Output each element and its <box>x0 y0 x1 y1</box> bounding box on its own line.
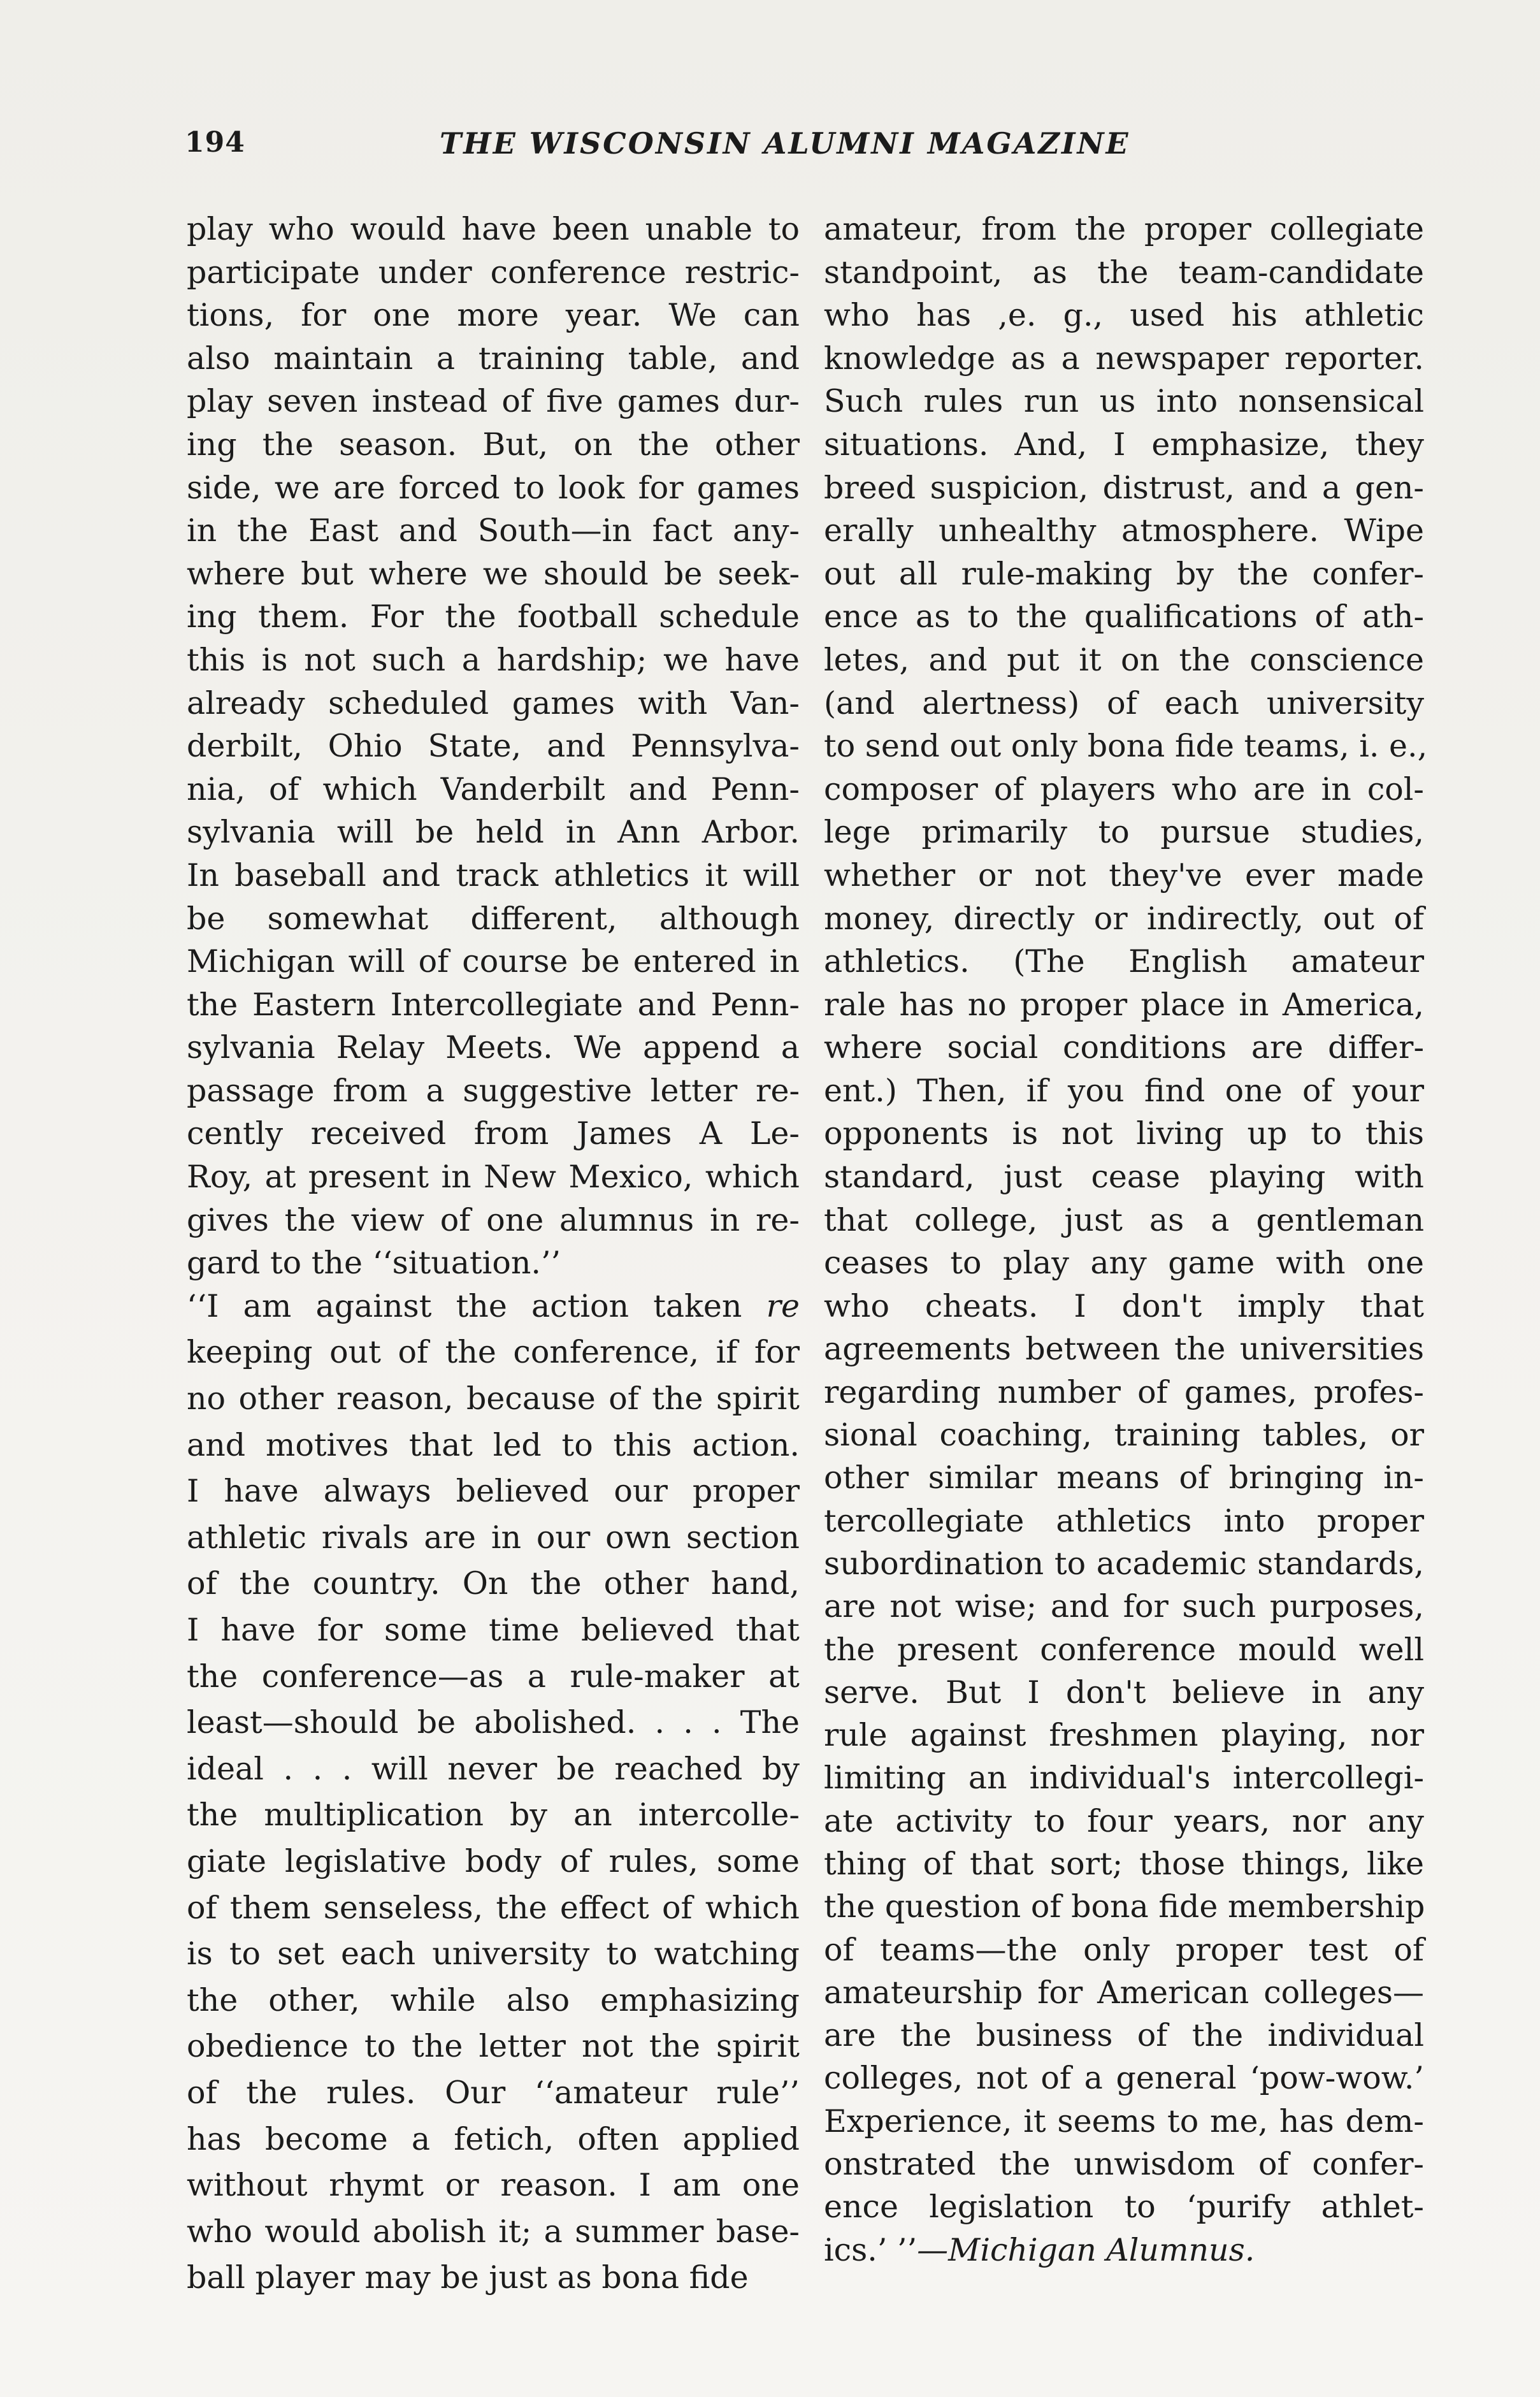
text-line: the Eastern Intercollegiate and Penn- <box>187 986 800 1023</box>
text-line: the multiplication by an intercolle- <box>187 1797 800 1834</box>
text-line: lege primarily to pursue studies, <box>824 814 1424 851</box>
text-line: are the business of the individual <box>824 2017 1424 2054</box>
text-line: subordination to academic standards, <box>824 1545 1424 1582</box>
text-line: play who would have been unable to <box>187 211 800 247</box>
text-line: the conference—as a rule-maker at <box>187 1658 800 1695</box>
text-line: standard, just cease playing with <box>824 1159 1424 1196</box>
text-line: of the country. On the other hand, <box>187 1565 800 1602</box>
text-line: whether or not they've ever made <box>824 857 1424 894</box>
text-line: of them senseless, the effect of which <box>187 1889 800 1926</box>
text-line: who has ,e. g., used his athletic <box>824 297 1424 334</box>
text-line: letes, and put it on the conscience <box>824 641 1424 678</box>
text-line: athletics. (The English amateur <box>824 943 1424 980</box>
text-line: onstrated the unwisdom of confer- <box>824 2146 1424 2183</box>
text-line: colleges, not of a general ‘pow-wow.’ <box>824 2060 1424 2097</box>
text-line: athletic rivals are in our own section <box>187 1519 800 1556</box>
text-line: Roy, at present in New Mexico, which <box>187 1159 800 1196</box>
text-line: side, we are forced to look for games <box>187 469 800 506</box>
text-line: obedience to the letter not the spirit <box>187 2028 800 2065</box>
text-line: standpoint, as the team-candidate <box>824 254 1424 291</box>
text-line: already scheduled games with Van- <box>187 684 800 721</box>
text-line: situations. And, I emphasize, they <box>824 426 1424 463</box>
text-line: play seven instead of five games dur- <box>187 383 800 420</box>
text-line: participate under conference restric- <box>187 254 800 291</box>
text-line: out all rule-making by the confer- <box>824 555 1424 592</box>
text-line: keeping out of the conference, if for <box>187 1334 800 1371</box>
text-line: ideal . . . will never be reached by <box>187 1750 800 1787</box>
text-line: ‘‘I am against the action taken re <box>187 1287 800 1324</box>
text-line: erally unhealthy atmosphere. Wipe <box>824 512 1424 549</box>
text-line: sylvania Relay Meets. We append a <box>187 1029 800 1066</box>
text-line: serve. But I don't believe in any <box>824 1674 1424 1711</box>
text-line: tercollegiate athletics into proper <box>824 1502 1424 1539</box>
text-line: in the East and South—in fact any- <box>187 512 800 549</box>
text-line: limiting an individual's intercollegi- <box>824 1760 1424 1797</box>
text-line: where social conditions are differ- <box>824 1029 1424 1066</box>
left-column <box>187 208 800 2303</box>
text-line: I have always believed our proper <box>187 1473 800 1510</box>
text-line: are not wise; and for such purposes, <box>824 1588 1424 1625</box>
text-line: without rhymt or reason. I am one <box>187 2167 800 2204</box>
page-number: 194 <box>185 126 245 159</box>
text-line: who cheats. I don't imply that <box>824 1287 1424 1324</box>
text-line: ball player may be just as bona fide <box>187 2259 749 2296</box>
text-line: ics.’ ’’—Michigan Alumnus. <box>824 2231 1255 2268</box>
text-line: thing of that sort; those things, like <box>824 1846 1424 1882</box>
text-line: also maintain a training table, and <box>187 340 800 377</box>
text-line: breed suspicion, distrust, and a gen- <box>824 469 1424 506</box>
text-line: ence legislation to ‘purify athlet- <box>824 2189 1424 2226</box>
text-line: ing them. For the football schedule <box>187 598 800 635</box>
text-line: who would abolish it; a summer base- <box>187 2213 800 2250</box>
text-line: other similar means of bringing in- <box>824 1459 1424 1496</box>
text-line: In baseball and track athletics it will <box>187 857 800 894</box>
text-line: composer of players who are in col- <box>824 771 1424 807</box>
text-line: rale has no proper place in America, <box>824 986 1424 1023</box>
text-line: amateurship for American colleges— <box>824 1974 1424 2011</box>
text-line: ent.) Then, if you find one of your <box>824 1072 1424 1109</box>
text-line: of the rules. Our ‘‘amateur rule’’ <box>187 2074 800 2111</box>
text-line: sional coaching, training tables, or <box>824 1417 1424 1454</box>
text-line: the other, while also emphasizing <box>187 1981 800 2018</box>
text-line: sylvania will be held in Ann Arbor. <box>187 814 800 851</box>
text-line: Michigan will of course be entered in <box>187 943 800 980</box>
text-line: regarding number of games, profes- <box>824 1373 1424 1410</box>
text-line: passage from a suggestive letter re- <box>187 1072 800 1109</box>
text-line: ence as to the qualifications of ath- <box>824 598 1424 635</box>
text-line: ing the season. But, on the other <box>187 426 800 463</box>
text-line: cently received from James A Le- <box>187 1115 800 1152</box>
text-line: giate legislative body of rules, some <box>187 1843 800 1879</box>
text-line: where but where we should be seek- <box>187 555 800 592</box>
text-line: is to set each university to watching <box>187 1936 800 1973</box>
italic-re: re <box>766 1287 800 1324</box>
text-line: derbilt, Ohio State, and Pennsylva- <box>187 728 800 765</box>
source-credit: —Michigan Alumnus. <box>917 2231 1255 2268</box>
text-line: opponents is not living up to this <box>824 1115 1424 1152</box>
text-line: nia, of which Vanderbilt and Penn- <box>187 771 800 807</box>
text-line: the question of bona fide membership <box>824 1888 1425 1925</box>
text-line: rule against freshmen playing, nor <box>824 1717 1424 1754</box>
text-line: to send out only bona fide teams, i. e., <box>824 728 1428 765</box>
text-line: ate activity to four years, nor any <box>824 1802 1424 1839</box>
text-line: ceases to play any game with one <box>824 1245 1424 1282</box>
text-line: and motives that led to this action. <box>187 1426 800 1463</box>
text-line: of teams—the only proper test of <box>824 1931 1424 1968</box>
text-line: that college, just as a gentleman <box>824 1201 1424 1238</box>
text-line: knowledge as a newspaper reporter. <box>824 340 1424 377</box>
text-line: no other reason, because of the spirit <box>187 1380 800 1417</box>
text-line: be somewhat different, although <box>187 900 800 937</box>
text-line: gard to the ‘‘situation.’’ <box>187 1245 561 1282</box>
text-line: Experience, it seems to me, has dem- <box>824 2103 1424 2140</box>
text-line: the present conference mould well <box>824 1631 1424 1668</box>
text-line: has become a fetich, often applied <box>187 2120 800 2157</box>
text-line: least—should be abolished. . . . The <box>187 1704 800 1741</box>
text-line: gives the view of one alumnus in re- <box>187 1201 800 1238</box>
text-line: agreements between the universities <box>824 1331 1424 1368</box>
text-line: Such rules run us into nonsensical <box>824 383 1424 420</box>
text-line: I have for some time believed that <box>187 1612 800 1648</box>
running-title: THE WISCONSIN ALUMNI MAGAZINE <box>440 126 1130 161</box>
text-line: this is not such a hardship; we have <box>187 641 800 678</box>
text-line: (and alertness) of each university <box>824 684 1424 721</box>
right-column <box>824 208 1428 2271</box>
text-line: amateur, from the proper collegiate <box>824 211 1424 247</box>
text-line: tions, for one more year. We can <box>187 297 800 334</box>
text-line: money, directly or indirectly, out of <box>824 900 1424 937</box>
